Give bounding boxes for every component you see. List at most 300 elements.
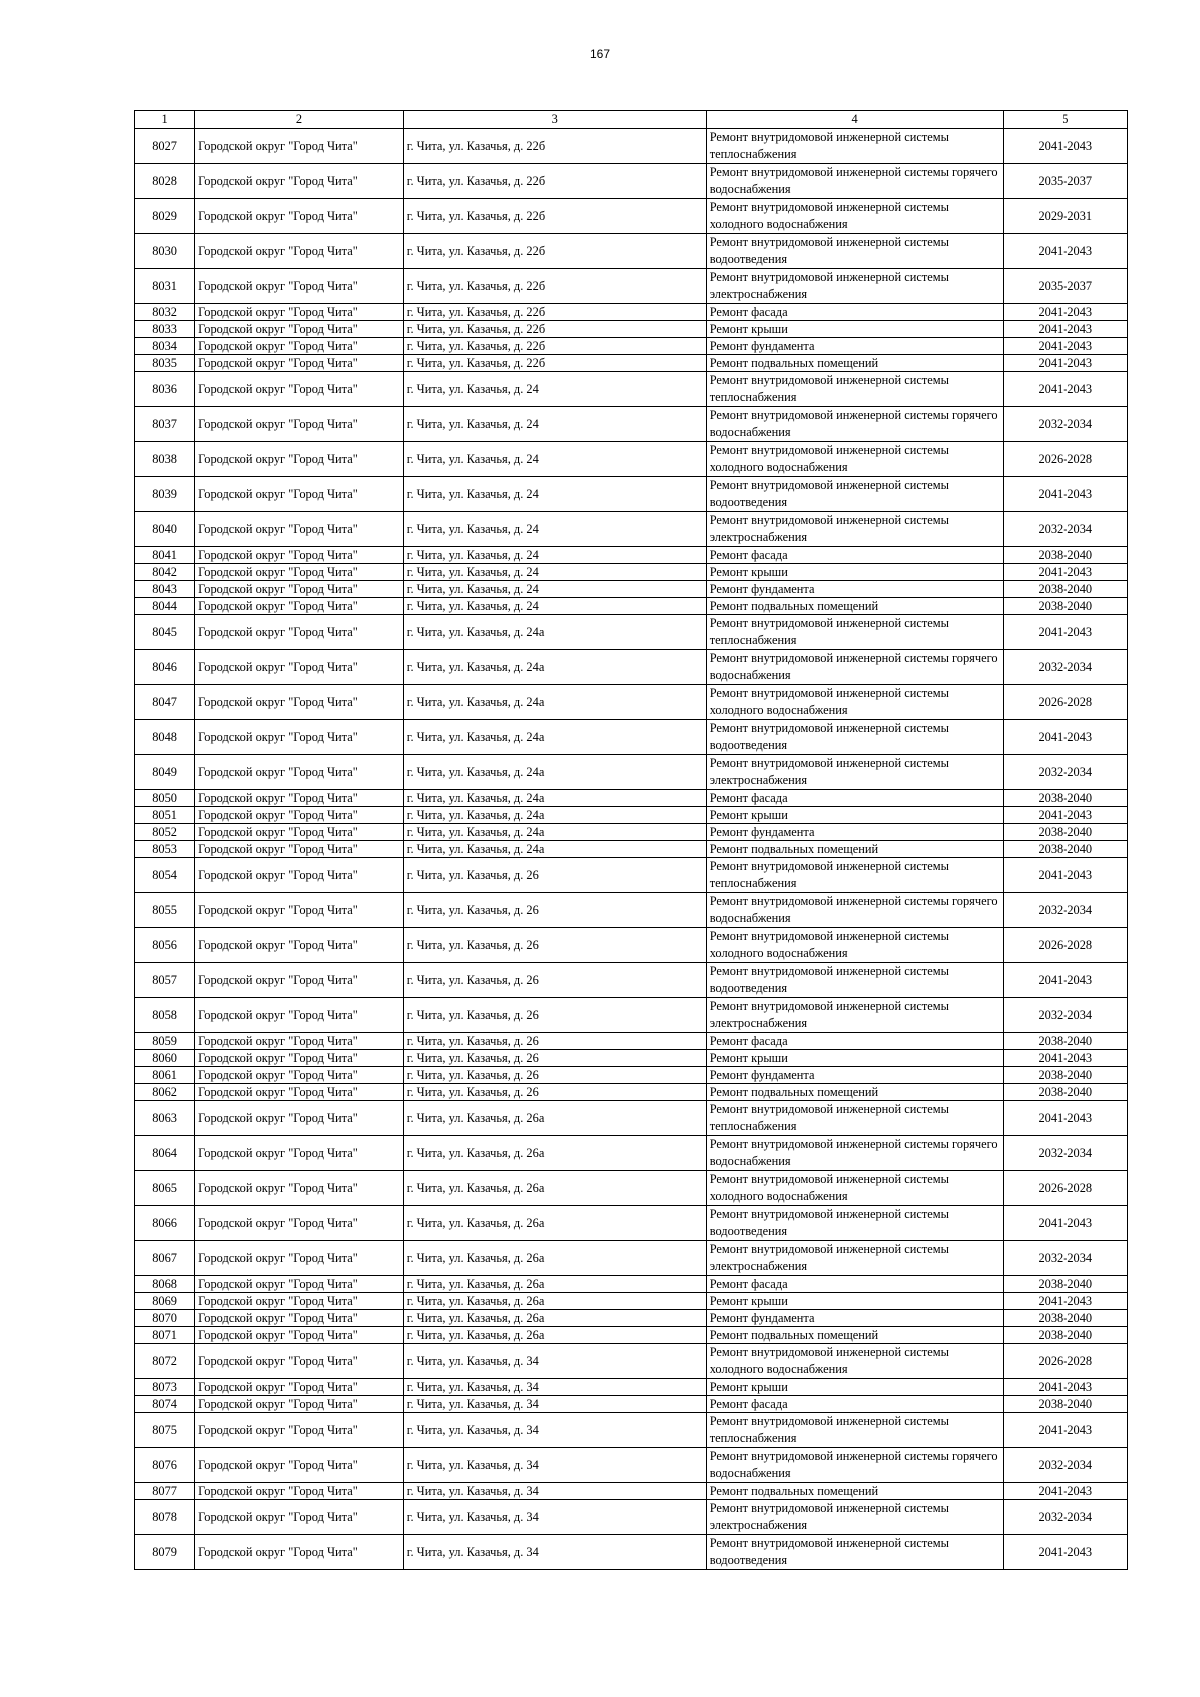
work-type-cell: Ремонт внутридомовой инженерной системы теплоснабжения [706,615,1003,650]
period-cell: 2041-2043 [1003,1101,1127,1136]
address-cell: г. Чита, ул. Казачья, д. 26а [403,1206,706,1241]
table-row [135,963,1128,998]
address-cell: г. Чита, ул. Казачья, д. 34 [403,1413,706,1448]
municipality-cell: Городской округ "Город Чита" [195,442,404,477]
address-cell: г. Чита, ул. Казачья, д. 22б [403,304,706,321]
address-cell: г. Чита, ул. Казачья, д. 24а [403,650,706,685]
table-row [135,1448,1128,1483]
work-type-cell: Ремонт внутридомовой инженерной системы горячего водоснабжения [706,893,1003,928]
work-type-cell: Ремонт внутридомовой инженерной системы электроснабжения [706,755,1003,790]
period-cell: 2041-2043 [1003,1483,1127,1500]
repair-schedule-table [134,110,1128,1570]
address-cell: г. Чита, ул. Казачья, д. 34 [403,1535,706,1570]
period-cell: 2041-2043 [1003,1413,1127,1448]
table-row [135,650,1128,685]
row-number-cell: 8064 [135,1136,195,1171]
address-cell: г. Чита, ул. Казачья, д. 26а [403,1101,706,1136]
table-row [135,1206,1128,1241]
address-cell: г. Чита, ул. Казачья, д. 34 [403,1448,706,1483]
period-cell: 2038-2040 [1003,598,1127,615]
table-row [135,477,1128,512]
municipality-cell: Городской округ "Город Чита" [195,755,404,790]
work-type-cell: Ремонт внутридомовой инженерной системы водоотведения [706,477,1003,512]
row-number-cell: 8027 [135,129,195,164]
work-type-cell: Ремонт внутридомовой инженерной системы горячего водоснабжения [706,164,1003,199]
municipality-cell: Городской округ "Город Чита" [195,564,404,581]
table-row [135,547,1128,564]
table-row [135,1327,1128,1344]
work-type-cell: Ремонт подвальных помещений [706,1483,1003,1500]
period-cell: 2041-2043 [1003,234,1127,269]
work-type-cell: Ремонт фасада [706,1033,1003,1050]
row-number-cell: 8059 [135,1033,195,1050]
municipality-cell: Городской округ "Город Чита" [195,1276,404,1293]
period-cell: 2026-2028 [1003,442,1127,477]
municipality-cell: Городской округ "Город Чита" [195,615,404,650]
work-type-cell: Ремонт фасада [706,304,1003,321]
table-body [135,129,1128,1570]
address-cell: г. Чита, ул. Казачья, д. 24а [403,685,706,720]
work-type-cell: Ремонт фасада [706,547,1003,564]
row-number-cell: 8078 [135,1500,195,1535]
municipality-cell: Городской округ "Город Чита" [195,1483,404,1500]
municipality-cell: Городской округ "Город Чита" [195,477,404,512]
address-cell: г. Чита, ул. Казачья, д. 26 [403,928,706,963]
municipality-cell: Городской округ "Город Чита" [195,321,404,338]
period-cell: 2041-2043 [1003,720,1127,755]
row-number-cell: 8039 [135,477,195,512]
municipality-cell: Городской округ "Город Чита" [195,1327,404,1344]
table-row [135,1136,1128,1171]
table-row [135,269,1128,304]
municipality-cell: Городской округ "Город Чита" [195,598,404,615]
row-number-cell: 8063 [135,1101,195,1136]
row-number-cell: 8058 [135,998,195,1033]
address-cell: г. Чита, ул. Казачья, д. 24 [403,547,706,564]
municipality-cell: Городской округ "Город Чита" [195,1206,404,1241]
table-row [135,129,1128,164]
work-type-cell: Ремонт фундамента [706,338,1003,355]
row-number-cell: 8046 [135,650,195,685]
period-cell: 2038-2040 [1003,790,1127,807]
work-type-cell: Ремонт фасада [706,1396,1003,1413]
period-cell: 2038-2040 [1003,1084,1127,1101]
work-type-cell: Ремонт крыши [706,564,1003,581]
municipality-cell: Городской округ "Город Чита" [195,129,404,164]
work-type-cell: Ремонт внутридомовой инженерной системы холодного водоснабжения [706,199,1003,234]
municipality-cell: Городской округ "Город Чита" [195,1171,404,1206]
work-type-cell: Ремонт внутридомовой инженерной системы электроснабжения [706,1500,1003,1535]
row-number-cell: 8062 [135,1084,195,1101]
table-row [135,1276,1128,1293]
municipality-cell: Городской округ "Город Чита" [195,1344,404,1379]
period-cell: 2032-2034 [1003,407,1127,442]
period-cell: 2038-2040 [1003,1067,1127,1084]
table-row [135,998,1128,1033]
address-cell: г. Чита, ул. Казачья, д. 24а [403,841,706,858]
table-row [135,581,1128,598]
row-number-cell: 8075 [135,1413,195,1448]
municipality-cell: Городской округ "Город Чита" [195,338,404,355]
municipality-cell: Городской округ "Город Чита" [195,1101,404,1136]
row-number-cell: 8079 [135,1535,195,1570]
work-type-cell: Ремонт внутридомовой инженерной системы теплоснабжения [706,372,1003,407]
period-cell: 2032-2034 [1003,650,1127,685]
table-row [135,1084,1128,1101]
period-cell: 2032-2034 [1003,1241,1127,1276]
period-cell: 2041-2043 [1003,963,1127,998]
address-cell: г. Чита, ул. Казачья, д. 24а [403,755,706,790]
row-number-cell: 8040 [135,512,195,547]
row-number-cell: 8036 [135,372,195,407]
row-number-cell: 8031 [135,269,195,304]
period-cell: 2041-2043 [1003,807,1127,824]
column-header-4: 4 [706,111,1003,129]
row-number-cell: 8073 [135,1379,195,1396]
row-number-cell: 8037 [135,407,195,442]
period-cell: 2026-2028 [1003,685,1127,720]
address-cell: г. Чита, ул. Казачья, д. 22б [403,129,706,164]
work-type-cell: Ремонт внутридомовой инженерной системы холодного водоснабжения [706,685,1003,720]
municipality-cell: Городской округ "Город Чита" [195,1448,404,1483]
row-number-cell: 8052 [135,824,195,841]
municipality-cell: Городской округ "Город Чита" [195,824,404,841]
row-number-cell: 8061 [135,1067,195,1084]
work-type-cell: Ремонт внутридомовой инженерной системы горячего водоснабжения [706,1448,1003,1483]
address-cell: г. Чита, ул. Казачья, д. 24а [403,720,706,755]
row-number-cell: 8054 [135,858,195,893]
table-row [135,1379,1128,1396]
municipality-cell: Городской округ "Город Чита" [195,858,404,893]
work-type-cell: Ремонт внутридомовой инженерной системы горячего водоснабжения [706,1136,1003,1171]
period-cell: 2041-2043 [1003,858,1127,893]
row-number-cell: 8069 [135,1293,195,1310]
municipality-cell: Городской округ "Город Чита" [195,1500,404,1535]
municipality-cell: Городской округ "Город Чита" [195,807,404,824]
table-row [135,1050,1128,1067]
table-row [135,407,1128,442]
period-cell: 2041-2043 [1003,615,1127,650]
municipality-cell: Городской округ "Город Чита" [195,407,404,442]
work-type-cell: Ремонт внутридомовой инженерной системы водоотведения [706,234,1003,269]
municipality-cell: Городской округ "Город Чита" [195,685,404,720]
row-number-cell: 8038 [135,442,195,477]
municipality-cell: Городской округ "Город Чита" [195,1084,404,1101]
municipality-cell: Городской округ "Город Чита" [195,234,404,269]
table-row [135,790,1128,807]
address-cell: г. Чита, ул. Казачья, д. 22б [403,269,706,304]
address-cell: г. Чита, ул. Казачья, д. 26а [403,1241,706,1276]
row-number-cell: 8032 [135,304,195,321]
row-number-cell: 8053 [135,841,195,858]
work-type-cell: Ремонт внутридомовой инженерной системы холодного водоснабжения [706,442,1003,477]
row-number-cell: 8070 [135,1310,195,1327]
municipality-cell: Городской округ "Город Чита" [195,1413,404,1448]
row-number-cell: 8030 [135,234,195,269]
row-number-cell: 8033 [135,321,195,338]
work-type-cell: Ремонт подвальных помещений [706,355,1003,372]
address-cell: г. Чита, ул. Казачья, д. 34 [403,1500,706,1535]
table-row [135,164,1128,199]
row-number-cell: 8065 [135,1171,195,1206]
table-row [135,199,1128,234]
table-row [135,598,1128,615]
period-cell: 2041-2043 [1003,304,1127,321]
table-row [135,928,1128,963]
municipality-cell: Городской округ "Город Чита" [195,1379,404,1396]
period-cell: 2041-2043 [1003,1379,1127,1396]
work-type-cell: Ремонт крыши [706,1050,1003,1067]
period-cell: 2038-2040 [1003,581,1127,598]
address-cell: г. Чита, ул. Казачья, д. 22б [403,234,706,269]
address-cell: г. Чита, ул. Казачья, д. 26а [403,1276,706,1293]
municipality-cell: Городской округ "Город Чита" [195,893,404,928]
work-type-cell: Ремонт фасада [706,1276,1003,1293]
table-row [135,858,1128,893]
period-cell: 2041-2043 [1003,321,1127,338]
work-type-cell: Ремонт внутридомовой инженерной системы электроснабжения [706,1241,1003,1276]
table-row [135,338,1128,355]
period-cell: 2032-2034 [1003,998,1127,1033]
address-cell: г. Чита, ул. Казачья, д. 22б [403,321,706,338]
municipality-cell: Городской округ "Город Чита" [195,372,404,407]
row-number-cell: 8048 [135,720,195,755]
period-cell: 2038-2040 [1003,1276,1127,1293]
municipality-cell: Городской округ "Город Чита" [195,650,404,685]
address-cell: г. Чита, ул. Казачья, д. 24 [403,372,706,407]
period-cell: 2041-2043 [1003,338,1127,355]
municipality-cell: Городской округ "Город Чита" [195,512,404,547]
address-cell: г. Чита, ул. Казачья, д. 34 [403,1344,706,1379]
address-cell: г. Чита, ул. Казачья, д. 24а [403,615,706,650]
work-type-cell: Ремонт подвальных помещений [706,1327,1003,1344]
row-number-cell: 8068 [135,1276,195,1293]
work-type-cell: Ремонт фундамента [706,1067,1003,1084]
row-number-cell: 8047 [135,685,195,720]
work-type-cell: Ремонт внутридомовой инженерной системы электроснабжения [706,512,1003,547]
column-header-2: 2 [195,111,404,129]
table-row [135,720,1128,755]
municipality-cell: Городской округ "Город Чита" [195,1535,404,1570]
work-type-cell: Ремонт внутридомовой инженерной системы теплоснабжения [706,1413,1003,1448]
address-cell: г. Чита, ул. Казачья, д. 34 [403,1396,706,1413]
table-row [135,304,1128,321]
table-row [135,1483,1128,1500]
row-number-cell: 8057 [135,963,195,998]
address-cell: г. Чита, ул. Казачья, д. 26а [403,1136,706,1171]
address-cell: г. Чита, ул. Казачья, д. 24 [403,512,706,547]
work-type-cell: Ремонт внутридомовой инженерной системы холодного водоснабжения [706,928,1003,963]
municipality-cell: Городской округ "Город Чита" [195,1293,404,1310]
municipality-cell: Городской округ "Город Чита" [195,1396,404,1413]
period-cell: 2032-2034 [1003,893,1127,928]
row-number-cell: 8044 [135,598,195,615]
column-header-3: 3 [403,111,706,129]
municipality-cell: Городской округ "Город Чита" [195,1241,404,1276]
period-cell: 2038-2040 [1003,1327,1127,1344]
period-cell: 2038-2040 [1003,824,1127,841]
address-cell: г. Чита, ул. Казачья, д. 22б [403,164,706,199]
table-row [135,1171,1128,1206]
period-cell: 2041-2043 [1003,1293,1127,1310]
address-cell: г. Чита, ул. Казачья, д. 26 [403,998,706,1033]
address-cell: г. Чита, ул. Казачья, д. 26 [403,1033,706,1050]
work-type-cell: Ремонт внутридомовой инженерной системы теплоснабжения [706,129,1003,164]
work-type-cell: Ремонт подвальных помещений [706,1084,1003,1101]
address-cell: г. Чита, ул. Казачья, д. 22б [403,355,706,372]
period-cell: 2041-2043 [1003,1535,1127,1570]
work-type-cell: Ремонт внутридомовой инженерной системы водоотведения [706,1206,1003,1241]
table-row [135,1033,1128,1050]
table-row [135,1241,1128,1276]
address-cell: г. Чита, ул. Казачья, д. 24 [403,477,706,512]
address-cell: г. Чита, ул. Казачья, д. 26а [403,1327,706,1344]
row-number-cell: 8034 [135,338,195,355]
table-row [135,321,1128,338]
table-row [135,1344,1128,1379]
municipality-cell: Городской округ "Город Чита" [195,963,404,998]
table-row [135,564,1128,581]
address-cell: г. Чита, ул. Казачья, д. 34 [403,1483,706,1500]
row-number-cell: 8071 [135,1327,195,1344]
row-number-cell: 8077 [135,1483,195,1500]
row-number-cell: 8050 [135,790,195,807]
municipality-cell: Городской округ "Город Чита" [195,304,404,321]
table-row [135,755,1128,790]
address-cell: г. Чита, ул. Казачья, д. 26а [403,1171,706,1206]
row-number-cell: 8067 [135,1241,195,1276]
municipality-cell: Городской округ "Город Чита" [195,998,404,1033]
column-header-1: 1 [135,111,195,129]
row-number-cell: 8043 [135,581,195,598]
work-type-cell: Ремонт крыши [706,1293,1003,1310]
row-number-cell: 8074 [135,1396,195,1413]
period-cell: 2029-2031 [1003,199,1127,234]
municipality-cell: Городской округ "Город Чита" [195,355,404,372]
period-cell: 2032-2034 [1003,1500,1127,1535]
address-cell: г. Чита, ул. Казачья, д. 22б [403,199,706,234]
table-row [135,615,1128,650]
row-number-cell: 8076 [135,1448,195,1483]
address-cell: г. Чита, ул. Казачья, д. 22б [403,338,706,355]
work-type-cell: Ремонт фундамента [706,1310,1003,1327]
municipality-cell: Городской округ "Город Чита" [195,1050,404,1067]
row-number-cell: 8072 [135,1344,195,1379]
address-cell: г. Чита, ул. Казачья, д. 26 [403,858,706,893]
work-type-cell: Ремонт фасада [706,790,1003,807]
column-header-5: 5 [1003,111,1127,129]
table-row [135,512,1128,547]
period-cell: 2041-2043 [1003,355,1127,372]
period-cell: 2038-2040 [1003,1310,1127,1327]
work-type-cell: Ремонт фундамента [706,824,1003,841]
row-number-cell: 8029 [135,199,195,234]
table-row [135,355,1128,372]
address-cell: г. Чита, ул. Казачья, д. 26а [403,1310,706,1327]
table-row [135,1396,1128,1413]
row-number-cell: 8049 [135,755,195,790]
address-cell: г. Чита, ул. Казачья, д. 26 [403,963,706,998]
address-cell: г. Чита, ул. Казачья, д. 24 [403,407,706,442]
work-type-cell: Ремонт внутридомовой инженерной системы горячего водоснабжения [706,650,1003,685]
period-cell: 2041-2043 [1003,1050,1127,1067]
work-type-cell: Ремонт внутридомовой инженерной системы водоотведения [706,1535,1003,1570]
period-cell: 2026-2028 [1003,928,1127,963]
work-type-cell: Ремонт крыши [706,807,1003,824]
period-cell: 2041-2043 [1003,477,1127,512]
table-row [135,824,1128,841]
address-cell: г. Чита, ул. Казачья, д. 26 [403,893,706,928]
address-cell: г. Чита, ул. Казачья, д. 26 [403,1084,706,1101]
table-row [135,442,1128,477]
address-cell: г. Чита, ул. Казачья, д. 26а [403,1293,706,1310]
table-row [135,685,1128,720]
work-type-cell: Ремонт внутридомовой инженерной системы горячего водоснабжения [706,407,1003,442]
table-row [135,1067,1128,1084]
municipality-cell: Городской округ "Город Чита" [195,164,404,199]
work-type-cell: Ремонт подвальных помещений [706,598,1003,615]
row-number-cell: 8028 [135,164,195,199]
row-number-cell: 8060 [135,1050,195,1067]
municipality-cell: Городской округ "Город Чита" [195,928,404,963]
work-type-cell: Ремонт внутридомовой инженерной системы теплоснабжения [706,858,1003,893]
table-row [135,1500,1128,1535]
address-cell: г. Чита, ул. Казачья, д. 24а [403,790,706,807]
address-cell: г. Чита, ул. Казачья, д. 24а [403,807,706,824]
period-cell: 2035-2037 [1003,164,1127,199]
work-type-cell: Ремонт внутридомовой инженерной системы электроснабжения [706,269,1003,304]
table-row [135,1293,1128,1310]
table-row [135,1101,1128,1136]
address-cell: г. Чита, ул. Казачья, д. 24а [403,824,706,841]
work-type-cell: Ремонт внутридомовой инженерной системы холодного водоснабжения [706,1344,1003,1379]
municipality-cell: Городской округ "Город Чита" [195,1067,404,1084]
row-number-cell: 8055 [135,893,195,928]
header-row [135,111,1128,129]
period-cell: 2041-2043 [1003,1206,1127,1241]
period-cell: 2038-2040 [1003,1396,1127,1413]
municipality-cell: Городской округ "Город Чита" [195,790,404,807]
row-number-cell: 8056 [135,928,195,963]
row-number-cell: 8045 [135,615,195,650]
address-cell: г. Чита, ул. Казачья, д. 24 [403,442,706,477]
work-type-cell: Ремонт фундамента [706,581,1003,598]
period-cell: 2032-2034 [1003,755,1127,790]
row-number-cell: 8066 [135,1206,195,1241]
municipality-cell: Городской округ "Город Чита" [195,1136,404,1171]
municipality-cell: Городской округ "Город Чита" [195,1310,404,1327]
period-cell: 2035-2037 [1003,269,1127,304]
page-number: 167 [589,47,611,61]
work-type-cell: Ремонт внутридомовой инженерной системы теплоснабжения [706,1101,1003,1136]
work-type-cell: Ремонт внутридомовой инженерной системы водоотведения [706,963,1003,998]
period-cell: 2026-2028 [1003,1171,1127,1206]
municipality-cell: Городской округ "Город Чита" [195,1033,404,1050]
work-type-cell: Ремонт подвальных помещений [706,841,1003,858]
period-cell: 2041-2043 [1003,372,1127,407]
table-row [135,841,1128,858]
period-cell: 2041-2043 [1003,129,1127,164]
period-cell: 2038-2040 [1003,547,1127,564]
work-type-cell: Ремонт внутридомовой инженерной системы водоотведения [706,720,1003,755]
address-cell: г. Чита, ул. Казачья, д. 24 [403,564,706,581]
period-cell: 2032-2034 [1003,1136,1127,1171]
period-cell: 2041-2043 [1003,564,1127,581]
municipality-cell: Городской округ "Город Чита" [195,269,404,304]
municipality-cell: Городской округ "Город Чита" [195,581,404,598]
row-number-cell: 8041 [135,547,195,564]
table-row [135,1413,1128,1448]
